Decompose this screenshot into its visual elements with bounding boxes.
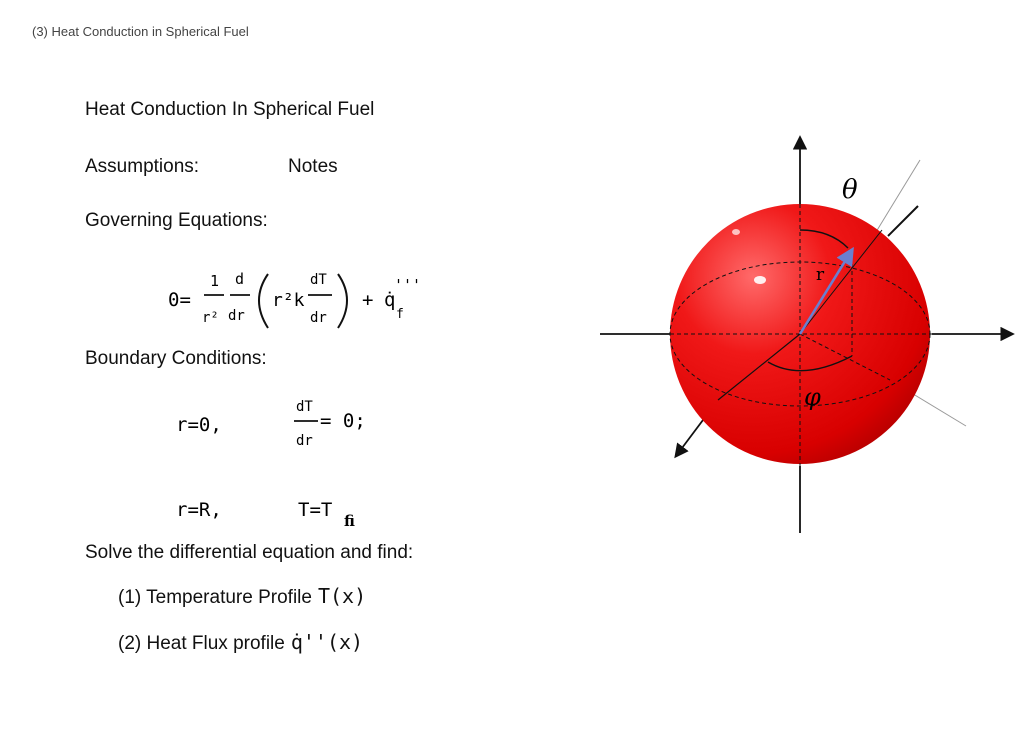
task-item-1-label: (1) Temperature Profile <box>118 587 312 608</box>
r-label: r <box>816 265 825 285</box>
bc1-dr: dr <box>296 433 313 449</box>
boundary-condition-1 <box>170 393 390 453</box>
eq-lhs: 0= <box>168 289 191 311</box>
governing-equation <box>160 262 460 338</box>
thin-line-upper <box>876 160 920 232</box>
page-header: (3) Heat Conduction in Spherical Fuel <box>32 24 249 39</box>
bc1-condition: r=0, <box>176 414 222 436</box>
spherical-coordinates-diagram <box>590 130 1020 540</box>
eq-sub-f: f <box>396 307 404 322</box>
eq-dT: dT <box>310 272 327 288</box>
assumptions-label: Assumptions: <box>85 156 200 177</box>
eq-plus: + <box>362 289 374 311</box>
eq-dr-2: dr <box>310 310 327 326</box>
eq-one: 1 <box>210 272 220 290</box>
eq-r2k: r²k <box>272 290 305 311</box>
bc1-dT: dT <box>296 399 313 415</box>
boundary-conditions-label: Boundary Conditions: <box>85 348 267 369</box>
sphere-highlight-small <box>732 229 740 235</box>
task-item-1 <box>118 584 366 609</box>
governing-equations-label: Governing Equations: <box>85 210 268 231</box>
boundary-condition-2 <box>170 490 390 534</box>
phi-label: φ <box>804 383 821 411</box>
sphere-highlight <box>754 276 766 284</box>
bc2-sub: fi <box>344 512 355 530</box>
page-title: Heat Conduction In Spherical Fuel <box>85 99 375 120</box>
task-item-1-expr: T(x) <box>317 584 367 608</box>
bc2-lhs: T=T <box>298 499 333 521</box>
task-item-2 <box>118 630 363 655</box>
theta-label: θ <box>842 175 858 205</box>
task-item-2-label: (2) Heat Flux profile <box>118 633 285 654</box>
task-item-2-expr: q̇''(x) <box>290 630 364 654</box>
eq-triple-prime: ''' <box>394 276 422 294</box>
eq-qdot: q̇ <box>384 289 396 311</box>
notes-label: Notes <box>288 156 338 177</box>
solve-instruction: Solve the differential equation and find: <box>85 542 414 563</box>
eq-dr-1: dr <box>228 308 245 324</box>
bc1-rhs: = 0; <box>320 410 366 432</box>
eq-d: d <box>235 270 245 288</box>
eq-r2: r² <box>202 310 219 326</box>
bc2-condition: r=R, <box>176 499 222 521</box>
theta-tick-line <box>888 206 918 236</box>
